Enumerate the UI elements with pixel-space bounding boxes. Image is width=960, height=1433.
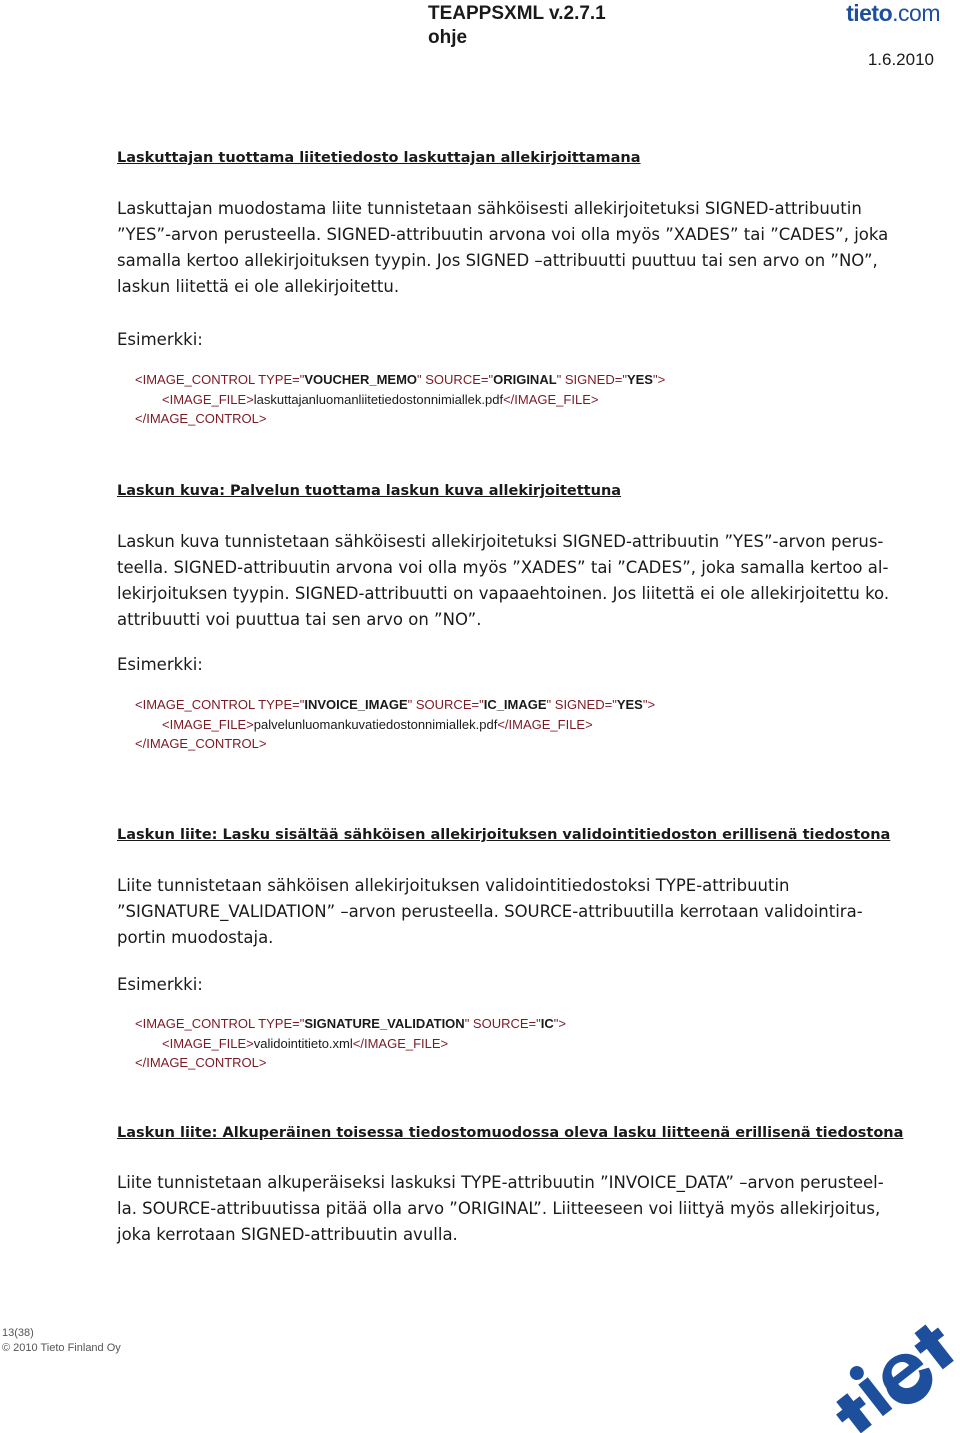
code-line-open: <IMAGE_CONTROL TYPE="INVOICE_IMAGE" SOURCE="IC_IMAGE" SIGNED="YES"> — [135, 697, 656, 712]
document-date: 1.6.2010 — [867, 50, 934, 69]
section-paragraph: Laskuttajan muodostama liite tunnistetaan sähköisesti allekirjoitetuksi SIGNED-attribuutin ”YES”-arvon perusteella. SIGNED-attribuutin arvona voi olla myös ”XADES” tai ”CADES”, joka samalla kertoo allekirjoituksen tyypin. Jos SIGNED –attribuutti puuttuu tai sen arvo on ”NO”, laskun liitettä ei ole allekirjoitettu. — [117, 199, 889, 296]
tieto-logo-text: tieto.com — [846, 0, 940, 26]
example-label: Esimerkki: — [117, 330, 203, 349]
copyright: © 2010 Tieto Finland Oy — [2, 1342, 121, 1354]
section-heading: Laskun kuva: Palvelun tuottama laskun kuva allekirjoitettuna — [117, 483, 622, 499]
document-title: TEAPPSXML v.2.7.1 — [428, 3, 606, 24]
tieto-corner-logo-icon — [820, 1300, 960, 1433]
code-line-file: <IMAGE_FILE>palvelunluomankuvatiedostonnimiallek.pdf</IMAGE_FILE> — [162, 716, 593, 732]
section-paragraph: Liite tunnistetaan alkuperäiseksi laskuksi TYPE-attribuutin ”INVOICE_DATA” –arvon perusteel- la. SOURCE-attribuutissa pitää olla arvo ”ORIGINAL”. Liitteeseen voi liittyä myös allekirjoitus, joka kerrotaan SIGNED-attribuutin avulla. — [117, 1173, 884, 1244]
code-line-close: </IMAGE_CONTROL> — [135, 736, 267, 751]
code-line-open: <IMAGE_CONTROL TYPE="VOUCHER_MEMO" SOURCE="ORIGINAL" SIGNED="YES"> — [135, 372, 666, 387]
example-label: Esimerkki: — [117, 975, 203, 994]
page-number: 13(38) — [2, 1327, 34, 1339]
section-paragraph: Liite tunnistetaan sähköisen allekirjoituksen validointitiedostoksi TYPE-attribuutin ”SIGNATURE_VALIDATION” –arvon perusteella. SOURCE-attribuutilla kerrotaan validointira- portin muodostaja. — [117, 876, 863, 947]
code-line-file: <IMAGE_FILE>laskuttajanluomanliitetiedostonnimiallek.pdf</IMAGE_FILE> — [162, 391, 599, 407]
section-paragraph: Laskun kuva tunnistetaan sähköisesti allekirjoitetuksi SIGNED-attribuutin ”YES”-arvon perus- teella. SIGNED-attribuutin arvona voi olla myös ”XADES” tai ”CADES”, joka samalla kertoo al- lekirjoituksen tyypin. SIGNED-attribuutti on vapaaehtoinen. Jos liitettä ei ole allekirjoitettu ko. attribuutti voi puuttua tai sen arvo on ”NO”. — [117, 532, 890, 629]
code-example — [135, 370, 665, 429]
code-line-file: <IMAGE_FILE>validointitieto.xml</IMAGE_FILE> — [162, 1035, 449, 1051]
section-heading: Laskun liite: Lasku sisältää sähköisen allekirjoituksen validointitiedoston erillisenä tiedostona — [117, 827, 891, 843]
code-line-open: <IMAGE_CONTROL TYPE="SIGNATURE_VALIDATION" SOURCE="IC"> — [135, 1016, 566, 1031]
code-line-close: </IMAGE_CONTROL> — [135, 1055, 267, 1070]
section-heading: Laskuttajan tuottama liitetiedosto laskuttajan allekirjoittamana — [117, 150, 641, 166]
example-label: Esimerkki: — [117, 655, 203, 674]
document-subtitle: ohje — [428, 27, 468, 48]
code-line-close: </IMAGE_CONTROL> — [135, 411, 267, 426]
section-heading: Laskun liite: Alkuperäinen toisessa tiedostomuodossa oleva lasku liitteenä erillisenä tiedostona — [117, 1125, 904, 1141]
code-example — [135, 1014, 566, 1073]
code-example — [135, 695, 655, 754]
